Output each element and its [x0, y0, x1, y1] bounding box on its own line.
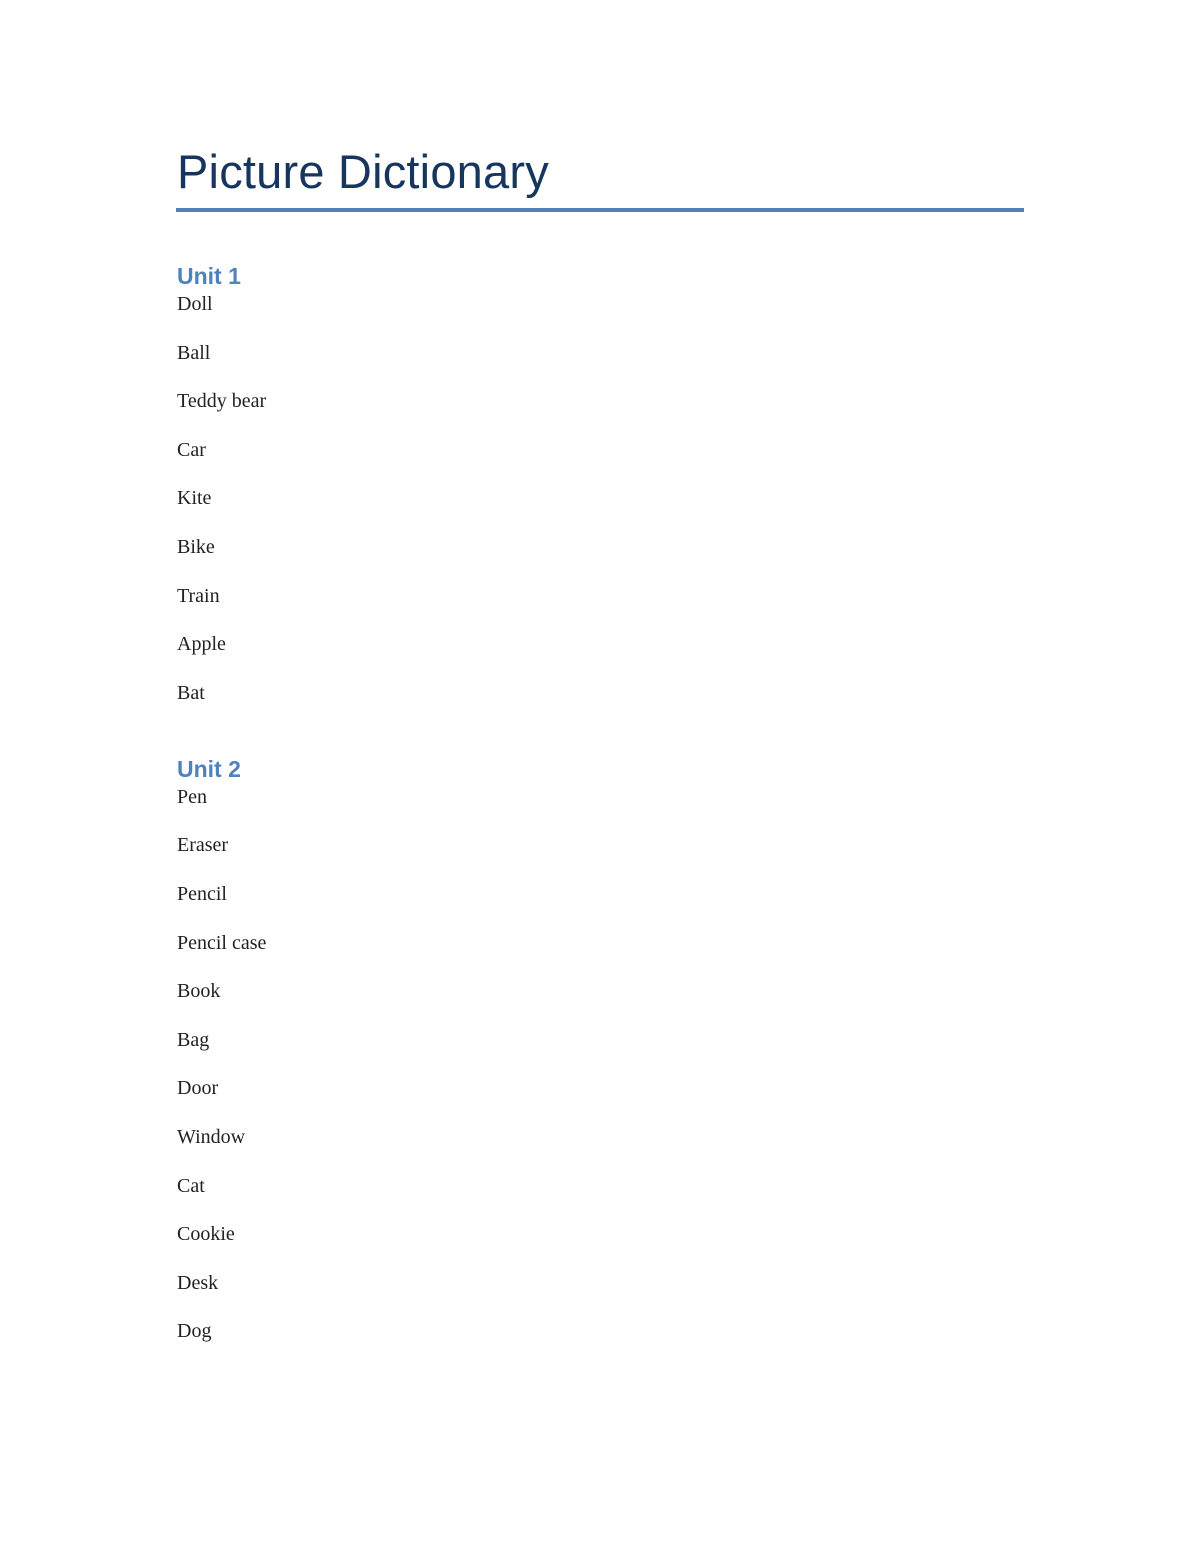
list-item: Apple — [177, 633, 226, 656]
list-item: Pencil case — [177, 931, 267, 954]
list-item: Train — [177, 584, 220, 607]
list-item: Book — [177, 980, 221, 1003]
unit-2-word-list — [176, 785, 1024, 1344]
list-item: Bat — [177, 681, 205, 704]
list-item: Bag — [177, 1028, 210, 1051]
list-item: Desk — [177, 1271, 219, 1294]
unit-2-section — [176, 753, 1024, 1344]
unit-2-heading: Unit 2 — [177, 755, 241, 782]
list-item: Teddy bear — [177, 390, 267, 413]
list-item: Pencil — [177, 882, 227, 905]
unit-1-word-list — [176, 292, 1024, 705]
list-item: Eraser — [177, 834, 229, 857]
list-item: Car — [177, 438, 206, 461]
list-item: Ball — [177, 341, 211, 364]
title-underline-rule — [176, 208, 1024, 212]
list-item: Doll — [177, 293, 213, 315]
list-item: Window — [177, 1125, 246, 1148]
list-item: Door — [177, 1077, 219, 1100]
list-item: Kite — [177, 487, 212, 510]
page-title: Picture Dictionary — [177, 145, 549, 198]
document-content — [176, 142, 1024, 1343]
list-item: Dog — [177, 1320, 212, 1343]
unit-1-section — [176, 260, 1024, 705]
unit-1-heading: Unit 1 — [177, 263, 241, 289]
list-item: Cookie — [177, 1223, 235, 1246]
list-item: Cat — [177, 1174, 205, 1197]
list-item: Pen — [177, 785, 207, 808]
list-item: Bike — [177, 535, 215, 558]
